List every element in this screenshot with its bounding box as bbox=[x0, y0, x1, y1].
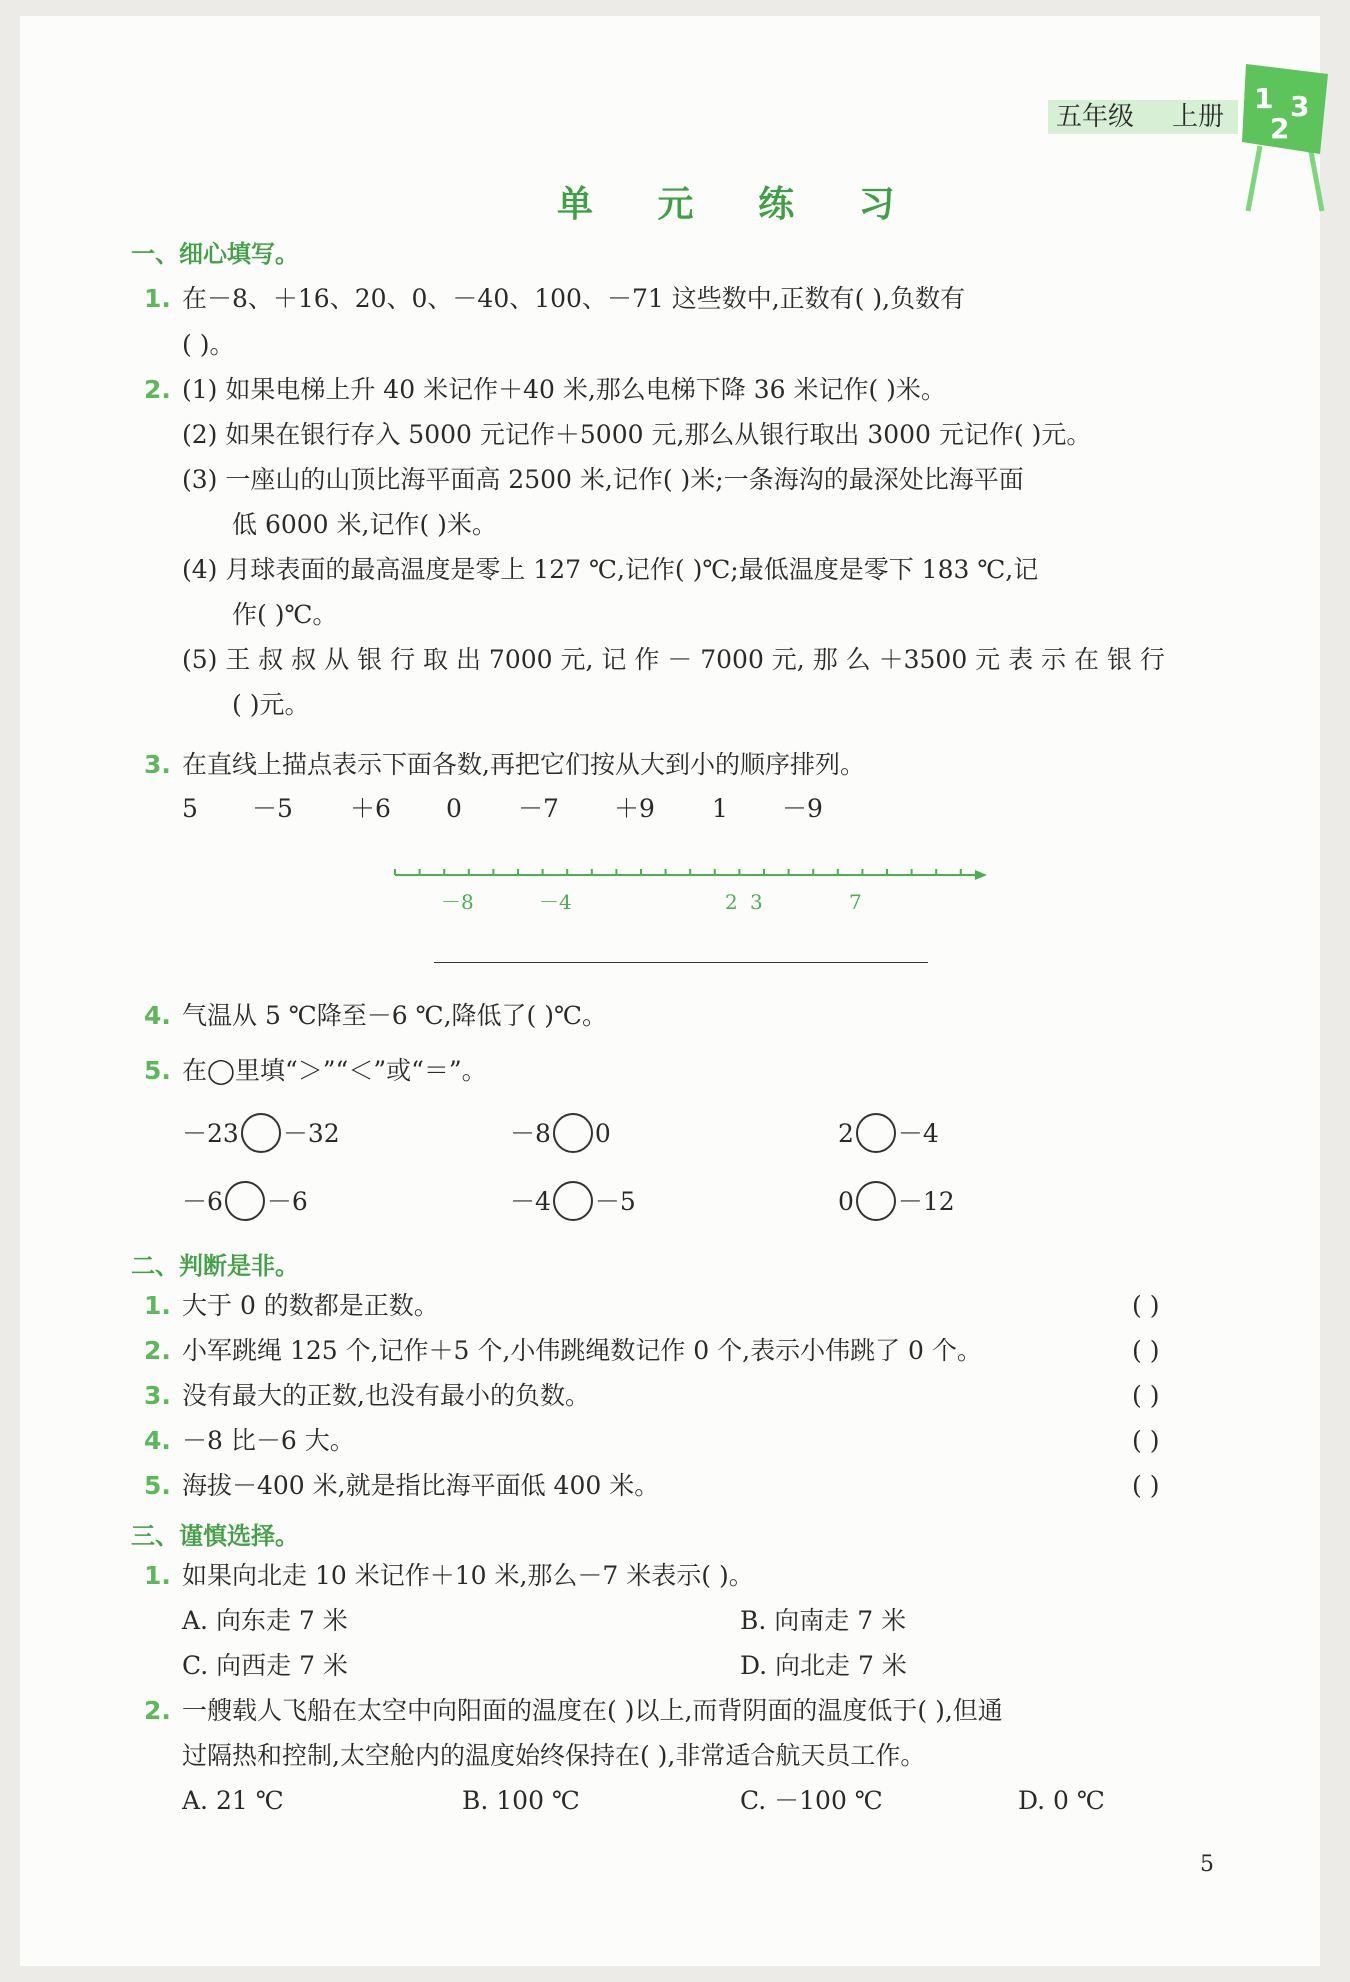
tf-answer-1[interactable]: ( ) bbox=[1132, 1291, 1160, 1320]
q3-answer-line[interactable] bbox=[434, 962, 928, 963]
tf-item-5-number: 5. bbox=[144, 1471, 171, 1500]
page-number: 5 bbox=[1200, 1852, 1214, 1877]
q3-number-4: －7 bbox=[518, 794, 559, 823]
mc2-option-c[interactable]: C. －100 ℃ bbox=[740, 1786, 883, 1815]
axis-label-7: 7 bbox=[849, 890, 862, 914]
q4-number: 4. bbox=[144, 1001, 171, 1030]
mc1-option-c[interactable]: C. 向西走 7 米 bbox=[182, 1651, 348, 1680]
mc1-number: 1. bbox=[144, 1561, 171, 1590]
q5-number: 5. bbox=[144, 1056, 171, 1085]
number-line[interactable] bbox=[375, 851, 995, 921]
q2-part5-line2: ( )元。 bbox=[232, 690, 310, 719]
q3-number: 3. bbox=[144, 750, 171, 779]
tf-item-5-text: 海拔－400 米,就是指比海平面低 400 米。 bbox=[182, 1471, 660, 1500]
compare-item-1: －23 －32 bbox=[182, 1114, 340, 1156]
section2-heading: 二、判断是非。 bbox=[131, 1252, 299, 1280]
q4-text: 气温从 5 ℃降至－6 ℃,降低了( )℃。 bbox=[182, 1001, 607, 1030]
q2-part5-line1: (5) 王 叔 叔 从 银 行 取 出 7000 元, 记 作 － 7000 元, 那 么 ＋3500 元 表 示 在 银 行 bbox=[182, 645, 1165, 674]
tf-item-3-number: 3. bbox=[144, 1381, 171, 1410]
tf-item-1-text: 大于 0 的数都是正数。 bbox=[182, 1291, 439, 1320]
q1-line2: ( )。 bbox=[182, 330, 235, 359]
mc1-option-b[interactable]: B. 向南走 7 米 bbox=[740, 1606, 907, 1635]
mc2-option-b[interactable]: B. 100 ℃ bbox=[462, 1786, 580, 1815]
q2-part3-line1: (3) 一座山的山顶比海平面高 2500 米,记作( )米;一条海沟的最深处比海平面 bbox=[182, 465, 1024, 494]
section1-heading: 一、细心填写。 bbox=[131, 240, 299, 268]
compare-circle[interactable] bbox=[856, 1113, 896, 1153]
compare-item-2: －8 0 bbox=[510, 1114, 611, 1156]
q2-part4-line2: 作( )℃。 bbox=[232, 600, 338, 629]
q2-number: 2. bbox=[144, 375, 171, 404]
compare-circle[interactable] bbox=[553, 1113, 593, 1153]
compare-circle[interactable] bbox=[553, 1181, 593, 1221]
compare-item-6: 0 －12 bbox=[838, 1182, 955, 1224]
tf-answer-5[interactable]: ( ) bbox=[1132, 1471, 1160, 1500]
mc2-line2: 过隔热和控制,太空舱内的温度始终保持在( ),非常适合航天员工作。 bbox=[182, 1741, 926, 1770]
tf-answer-3[interactable]: ( ) bbox=[1132, 1381, 1160, 1410]
tf-item-3-text: 没有最大的正数,也没有最小的负数。 bbox=[182, 1381, 590, 1410]
compare-item-5: －4 －5 bbox=[510, 1182, 636, 1224]
mc1-option-a[interactable]: A. 向东走 7 米 bbox=[182, 1606, 348, 1635]
logo-digit-3: 3 bbox=[1290, 90, 1310, 123]
mc2-line1: 一艘载人飞船在太空中向阳面的温度在( )以上,而背阴面的温度低于( ),但通 bbox=[182, 1696, 1003, 1725]
mc1-option-d[interactable]: D. 向北走 7 米 bbox=[740, 1651, 907, 1680]
q3-number-7: －9 bbox=[782, 794, 823, 823]
mc1-text: 如果向北走 10 米记作＋10 米,那么－7 米表示( )。 bbox=[182, 1561, 754, 1590]
q3-number-5: ＋9 bbox=[614, 794, 655, 823]
q1-number: 1. bbox=[144, 284, 171, 313]
tf-item-2-text: 小军跳绳 125 个,记作＋5 个,小伟跳绳数记作 0 个,表示小伟跳了 0 个。 bbox=[182, 1336, 982, 1365]
q2-part2: (2) 如果在银行存入 5000 元记作＋5000 元,那么从银行取出 3000 元记作( )元。 bbox=[182, 420, 1092, 449]
axis-label-3: 3 bbox=[750, 890, 763, 914]
axis-label-neg8: －8 bbox=[441, 890, 474, 914]
q5-text: 在◯里填“＞”“＜”或“＝”。 bbox=[182, 1056, 487, 1085]
logo-digit-1: 1 bbox=[1254, 82, 1274, 115]
q2-part1: (1) 如果电梯上升 40 米记作＋40 米,那么电梯下降 36 米记作( )米。 bbox=[182, 375, 946, 404]
compare-item-4: －6 －6 bbox=[182, 1182, 308, 1224]
tf-item-4-text: －8 比－6 大。 bbox=[182, 1426, 355, 1455]
tf-answer-4[interactable]: ( ) bbox=[1132, 1426, 1160, 1455]
mc2-option-a[interactable]: A. 21 ℃ bbox=[182, 1786, 284, 1815]
blackboard-logo-icon bbox=[1240, 46, 1335, 216]
q3-number-6: 1 bbox=[712, 794, 728, 823]
q3-text: 在直线上描点表示下面各数,再把它们按从大到小的顺序排列。 bbox=[182, 750, 865, 779]
axis-label-neg4: －4 bbox=[539, 890, 572, 914]
worksheet-page bbox=[20, 16, 1320, 1966]
tf-answer-2[interactable]: ( ) bbox=[1132, 1336, 1160, 1365]
q1-line1: 在－8、＋16、20、0、－40、100、－71 这些数中,正数有( ),负数有 bbox=[182, 284, 966, 313]
page-title: 单 元 练 习 bbox=[557, 184, 921, 225]
q3-number-1: －5 bbox=[252, 794, 293, 823]
volume-label: 上册 bbox=[1172, 102, 1225, 132]
mc2-option-d[interactable]: D. 0 ℃ bbox=[1018, 1786, 1105, 1815]
logo-digit-2: 2 bbox=[1270, 112, 1290, 145]
compare-circle[interactable] bbox=[241, 1113, 281, 1153]
compare-item-3: 2 －4 bbox=[838, 1114, 939, 1156]
tf-item-4-number: 4. bbox=[144, 1426, 171, 1455]
q2-part4-line1: (4) 月球表面的最高温度是零上 127 ℃,记作( )℃;最低温度是零下 183 ℃,记 bbox=[182, 555, 1039, 584]
compare-circle[interactable] bbox=[856, 1181, 896, 1221]
axis-label-2: 2 bbox=[725, 890, 738, 914]
q3-number-2: ＋6 bbox=[350, 794, 391, 823]
grade-label: 五年级 bbox=[1056, 102, 1135, 132]
q3-number-3: 0 bbox=[446, 794, 462, 823]
section3-heading: 三、谨慎选择。 bbox=[131, 1522, 299, 1550]
tf-item-2-number: 2. bbox=[144, 1336, 171, 1365]
q3-number-0: 5 bbox=[182, 794, 198, 823]
compare-circle[interactable] bbox=[225, 1181, 265, 1221]
tf-item-1-number: 1. bbox=[144, 1291, 171, 1320]
mc2-number: 2. bbox=[144, 1696, 171, 1725]
q2-part3-line2: 低 6000 米,记作( )米。 bbox=[232, 510, 497, 539]
